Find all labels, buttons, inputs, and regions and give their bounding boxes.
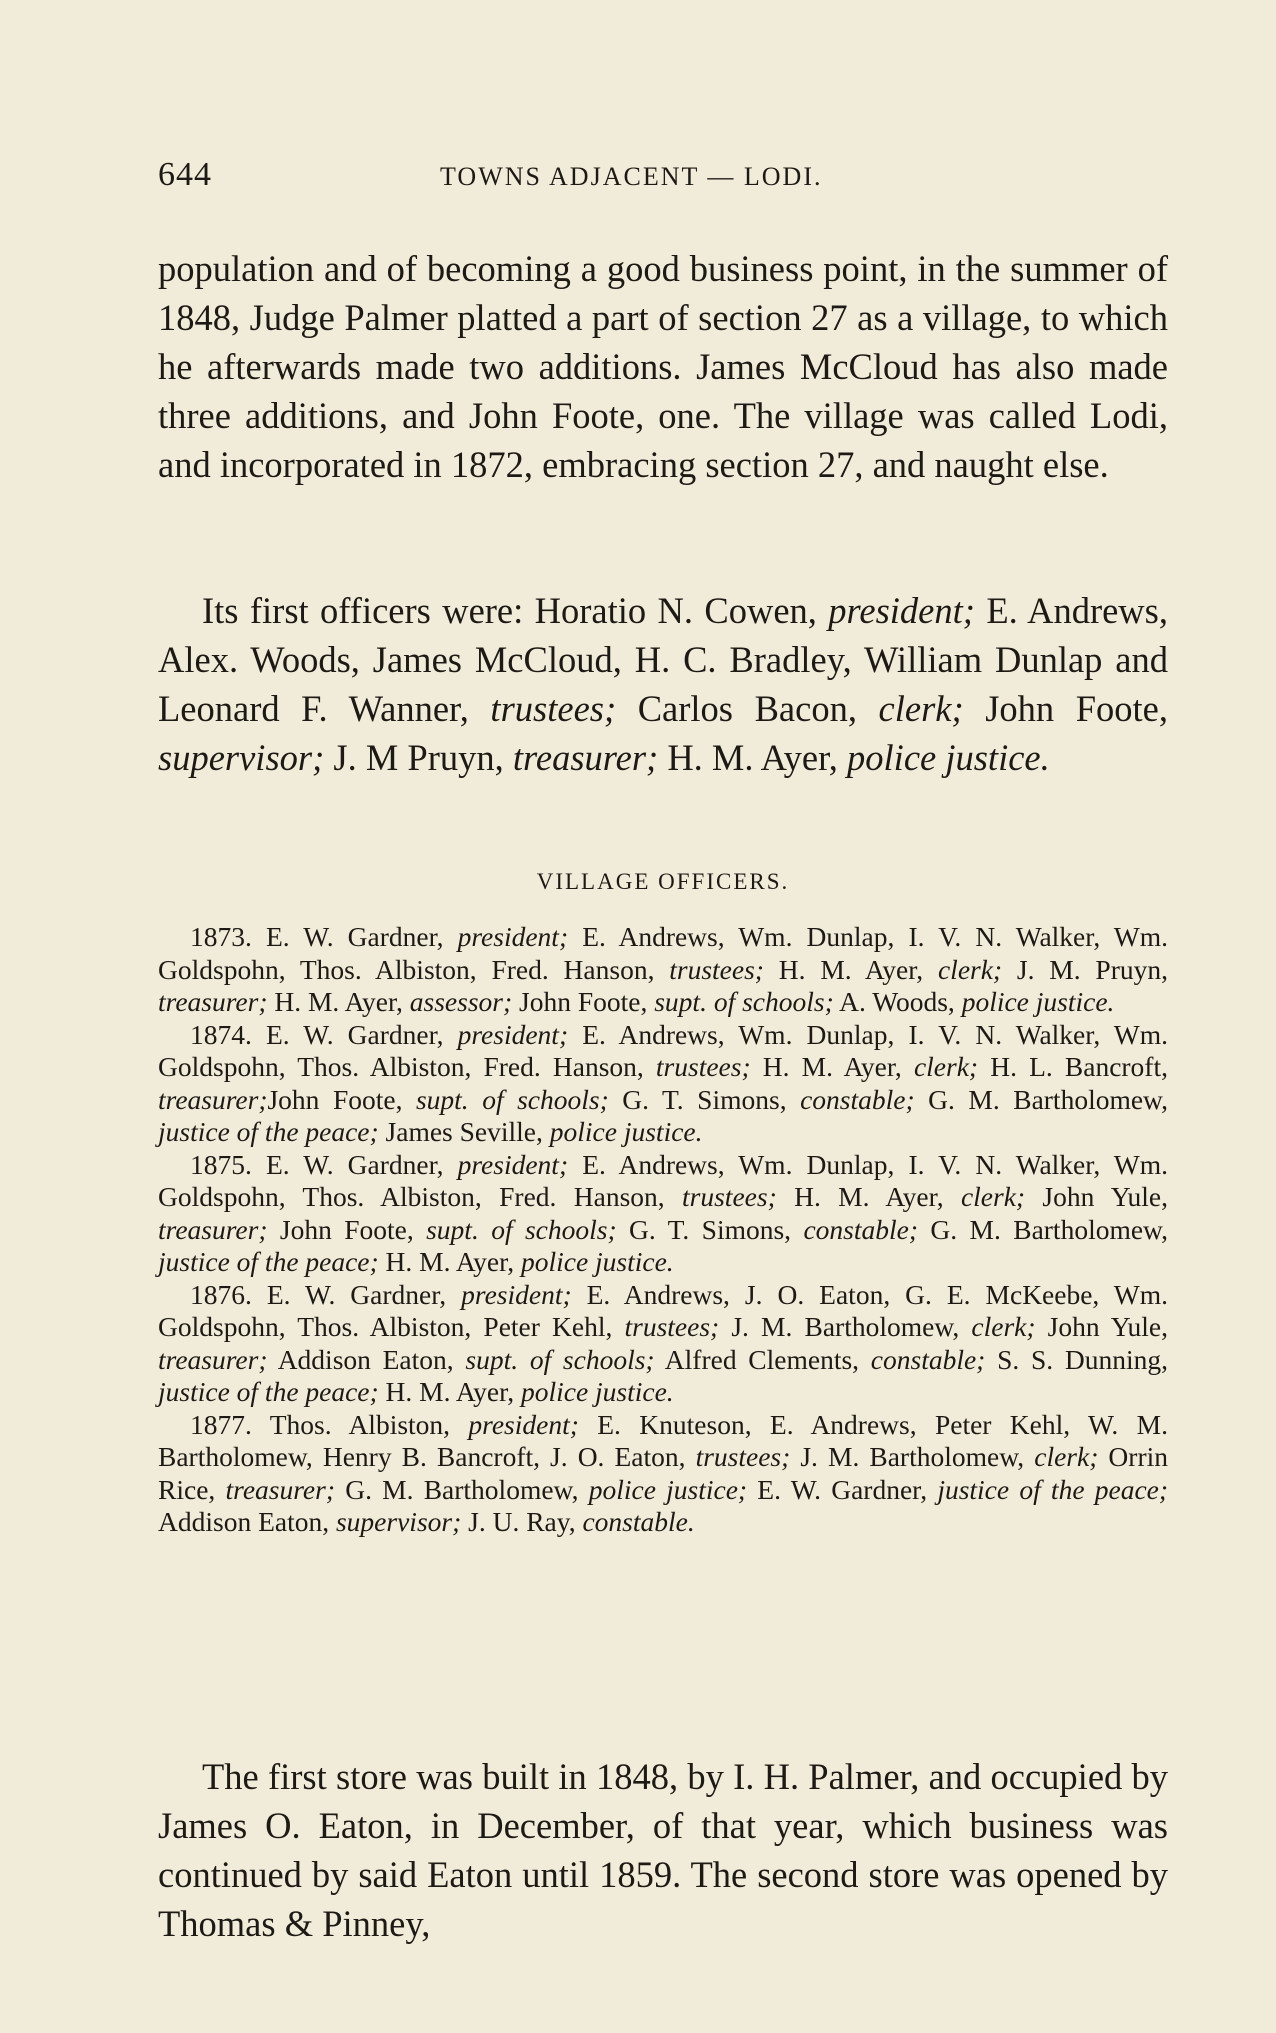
entry-year: 1876.: [190, 1278, 252, 1310]
role-label: police justice.: [549, 1116, 703, 1147]
name-run: E. Andrews, Wm. Dunlap, I. V. N. Walker, Wm. Goldspohn, Thos. Albiston, Fred. Hanson,: [158, 921, 1169, 985]
name-run: John Yule,: [1035, 1311, 1168, 1342]
section-heading: VILLAGE OFFICERS.: [536, 869, 790, 894]
entry-year: 1875.: [190, 1148, 252, 1180]
name-run: H. M. Ayer,: [378, 1376, 521, 1407]
paragraph-first-officers: [158, 586, 1168, 782]
name-run: John Yule,: [1025, 1181, 1168, 1212]
role-label: supt. of schools;: [426, 1213, 617, 1245]
name-run: G. M. Bartholomew,: [918, 1213, 1169, 1245]
role-label: president;: [461, 1278, 572, 1310]
role-label: supt. of schools;: [465, 1343, 655, 1375]
role-label: trustees;: [655, 1051, 751, 1082]
role-label: justice of the peace;: [937, 1473, 1169, 1505]
role-label: president;: [457, 1018, 569, 1050]
text-run: John Foote,: [985, 688, 1169, 729]
name-run: G. T. Simons,: [608, 1083, 801, 1115]
officer-entry: [158, 1409, 1168, 1539]
role-label: police justice.: [961, 986, 1115, 1017]
name-run: Thos. Albiston,: [269, 1408, 469, 1440]
role-label: clerk;: [878, 688, 964, 729]
name-run: S. S. Dunning,: [985, 1343, 1168, 1375]
role-label: police justice.: [520, 1376, 674, 1407]
text-run: Carlos Bacon,: [637, 688, 857, 729]
name-run: E. W. Gardner,: [266, 1278, 462, 1310]
name-run: J. M. Pruyn,: [1002, 953, 1168, 985]
role-label: constable;: [800, 1083, 915, 1115]
role-label: president;: [828, 590, 975, 631]
name-run: E. Andrews, Wm. Dunlap, I. V. N. Walker, Wm. Goldspohn, Thos. Albiston, Fred. Hanson,: [158, 1018, 1169, 1082]
role-label: police justice.: [847, 737, 1050, 778]
text-run: H. M. Ayer,: [667, 737, 838, 778]
name-run: E. Andrews, J. O. Eaton, G. E. McKeebe, Wm. Goldspohn, Thos. Albiston, Peter Kehl,: [158, 1278, 1169, 1342]
name-run: E. W. Gardner,: [265, 1018, 458, 1050]
name-run: John Foote,: [267, 1083, 416, 1115]
name-run: H. M. Ayer,: [267, 986, 410, 1017]
role-label: treasurer;: [158, 1213, 268, 1245]
name-run: Addison Eaton,: [267, 1343, 466, 1375]
name-run: E. W. Gardner,: [747, 1473, 938, 1505]
officer-entry: [158, 1149, 1168, 1279]
role-label: police justice.: [520, 1246, 674, 1277]
name-run: Orrin Rice,: [158, 1441, 1168, 1505]
name-run: J. M. Bartholomew,: [790, 1441, 1035, 1472]
role-label: clerk;: [960, 1181, 1026, 1212]
role-label: trustees;: [669, 953, 764, 985]
name-run: John Foote,: [267, 1213, 427, 1245]
role-label: clerk;: [1034, 1441, 1099, 1472]
role-label: treasurer;: [512, 737, 659, 778]
role-label: police justice;: [588, 1473, 748, 1505]
officer-entry: [158, 1019, 1168, 1149]
name-run: Addison Eaton,: [158, 1506, 336, 1537]
role-label: treasurer;: [158, 1343, 268, 1375]
role-label: trustees;: [695, 1441, 791, 1472]
paragraph-first-store: [158, 1752, 1168, 1948]
role-label: treasurer;: [158, 1083, 268, 1115]
text-run: J. M Pruyn,: [333, 737, 504, 778]
role-label: constable;: [870, 1343, 986, 1375]
running-title: TOWNS ADJACENT — LODI.: [440, 162, 823, 191]
role-label: clerk;: [971, 1311, 1036, 1342]
name-run: John Foote,: [512, 986, 655, 1017]
text-run: E. Andrews, Alex. Woods, James McCloud, H. C. Bradley, William Dunlap and Leonard F. Wanner,: [158, 590, 1168, 729]
role-label: president;: [468, 1408, 579, 1440]
paragraph-village-history: [158, 244, 1168, 489]
role-label: assessor;: [409, 986, 513, 1017]
name-run: H. M. Ayer,: [776, 1181, 961, 1212]
name-run: James Seville,: [378, 1116, 550, 1147]
name-run: G. T. Simons,: [616, 1213, 804, 1245]
entry-year: 1877.: [190, 1408, 252, 1440]
role-label: president;: [457, 1148, 569, 1180]
role-label: trustees;: [682, 1181, 777, 1212]
name-run: E. Knuteson, E. Andrews, Peter Kehl, W. M. Bartholomew, Henry B. Bancroft, J. O. Eaton,: [158, 1408, 1168, 1472]
role-label: supervisor;: [158, 737, 325, 778]
page-header: [158, 156, 1168, 200]
role-label: supervisor;: [335, 1506, 462, 1537]
text-run: Its first officers were: Horatio N. Cowen,: [202, 590, 817, 631]
role-label: clerk;: [913, 1051, 979, 1082]
page-number: 644: [158, 156, 212, 193]
role-label: constable;: [803, 1213, 919, 1245]
village-officers-list: [158, 921, 1168, 1539]
entry-year: 1873.: [190, 921, 252, 952]
paragraph-text: [158, 586, 1168, 782]
name-run: J. M. Bartholomew,: [719, 1311, 972, 1342]
role-label: trustees;: [624, 1311, 720, 1342]
officer-entry: [158, 921, 1168, 1019]
name-run: E. W. Gardner,: [265, 921, 458, 952]
role-label: supt. of schools;: [415, 1083, 609, 1115]
paragraph-text: population and of becoming a good business point, in the summer of 1848, Judge Palmer platted a part of section 27 as a village, to which he afterwards made two additions. James McCloud has also made three additions, and John Foote, one. The village was called Lodi, and incorporated in 1872, embracing section 27, and naught else.: [158, 248, 1168, 485]
role-label: justice of the peace;: [158, 1246, 379, 1277]
name-run: J. U. Ray,: [461, 1506, 583, 1537]
name-run: E. Andrews, Wm. Dunlap, I. V. N. Walker, Wm. Goldspohn, Thos. Albiston, Fred. Hanson,: [158, 1148, 1169, 1212]
role-label: treasurer;: [158, 986, 268, 1017]
role-label: trustees;: [490, 688, 617, 729]
name-run: H. M. Ayer,: [763, 953, 938, 985]
name-run: G. M. Bartholomew,: [334, 1473, 589, 1505]
role-label: president;: [457, 921, 569, 952]
role-label: justice of the peace;: [158, 1116, 379, 1147]
role-label: treasurer;: [225, 1473, 335, 1505]
name-run: H. M. Ayer,: [750, 1051, 914, 1082]
role-label: clerk;: [937, 953, 1003, 985]
name-run: H. M. Ayer,: [378, 1246, 521, 1277]
role-label: supt. of schools;: [654, 986, 834, 1017]
officer-entry: [158, 1279, 1168, 1409]
role-label: justice of the peace;: [158, 1376, 379, 1407]
name-run: H. L. Bancroft,: [978, 1051, 1168, 1082]
name-run: Alfred Clements,: [654, 1343, 871, 1375]
name-run: E. W. Gardner,: [265, 1148, 458, 1180]
name-run: A. Woods,: [833, 986, 962, 1017]
name-run: G. M. Bartholomew,: [914, 1083, 1169, 1115]
entry-year: 1874.: [190, 1018, 252, 1050]
paragraph-text: The first store was built in 1848, by I. H. Palmer, and occupied by James O. Eaton, in December, of that year, which business was continued by said Eaton until 1859. The second store was opened by Thomas & Pinney,: [158, 1756, 1168, 1944]
role-label: constable.: [582, 1506, 695, 1537]
